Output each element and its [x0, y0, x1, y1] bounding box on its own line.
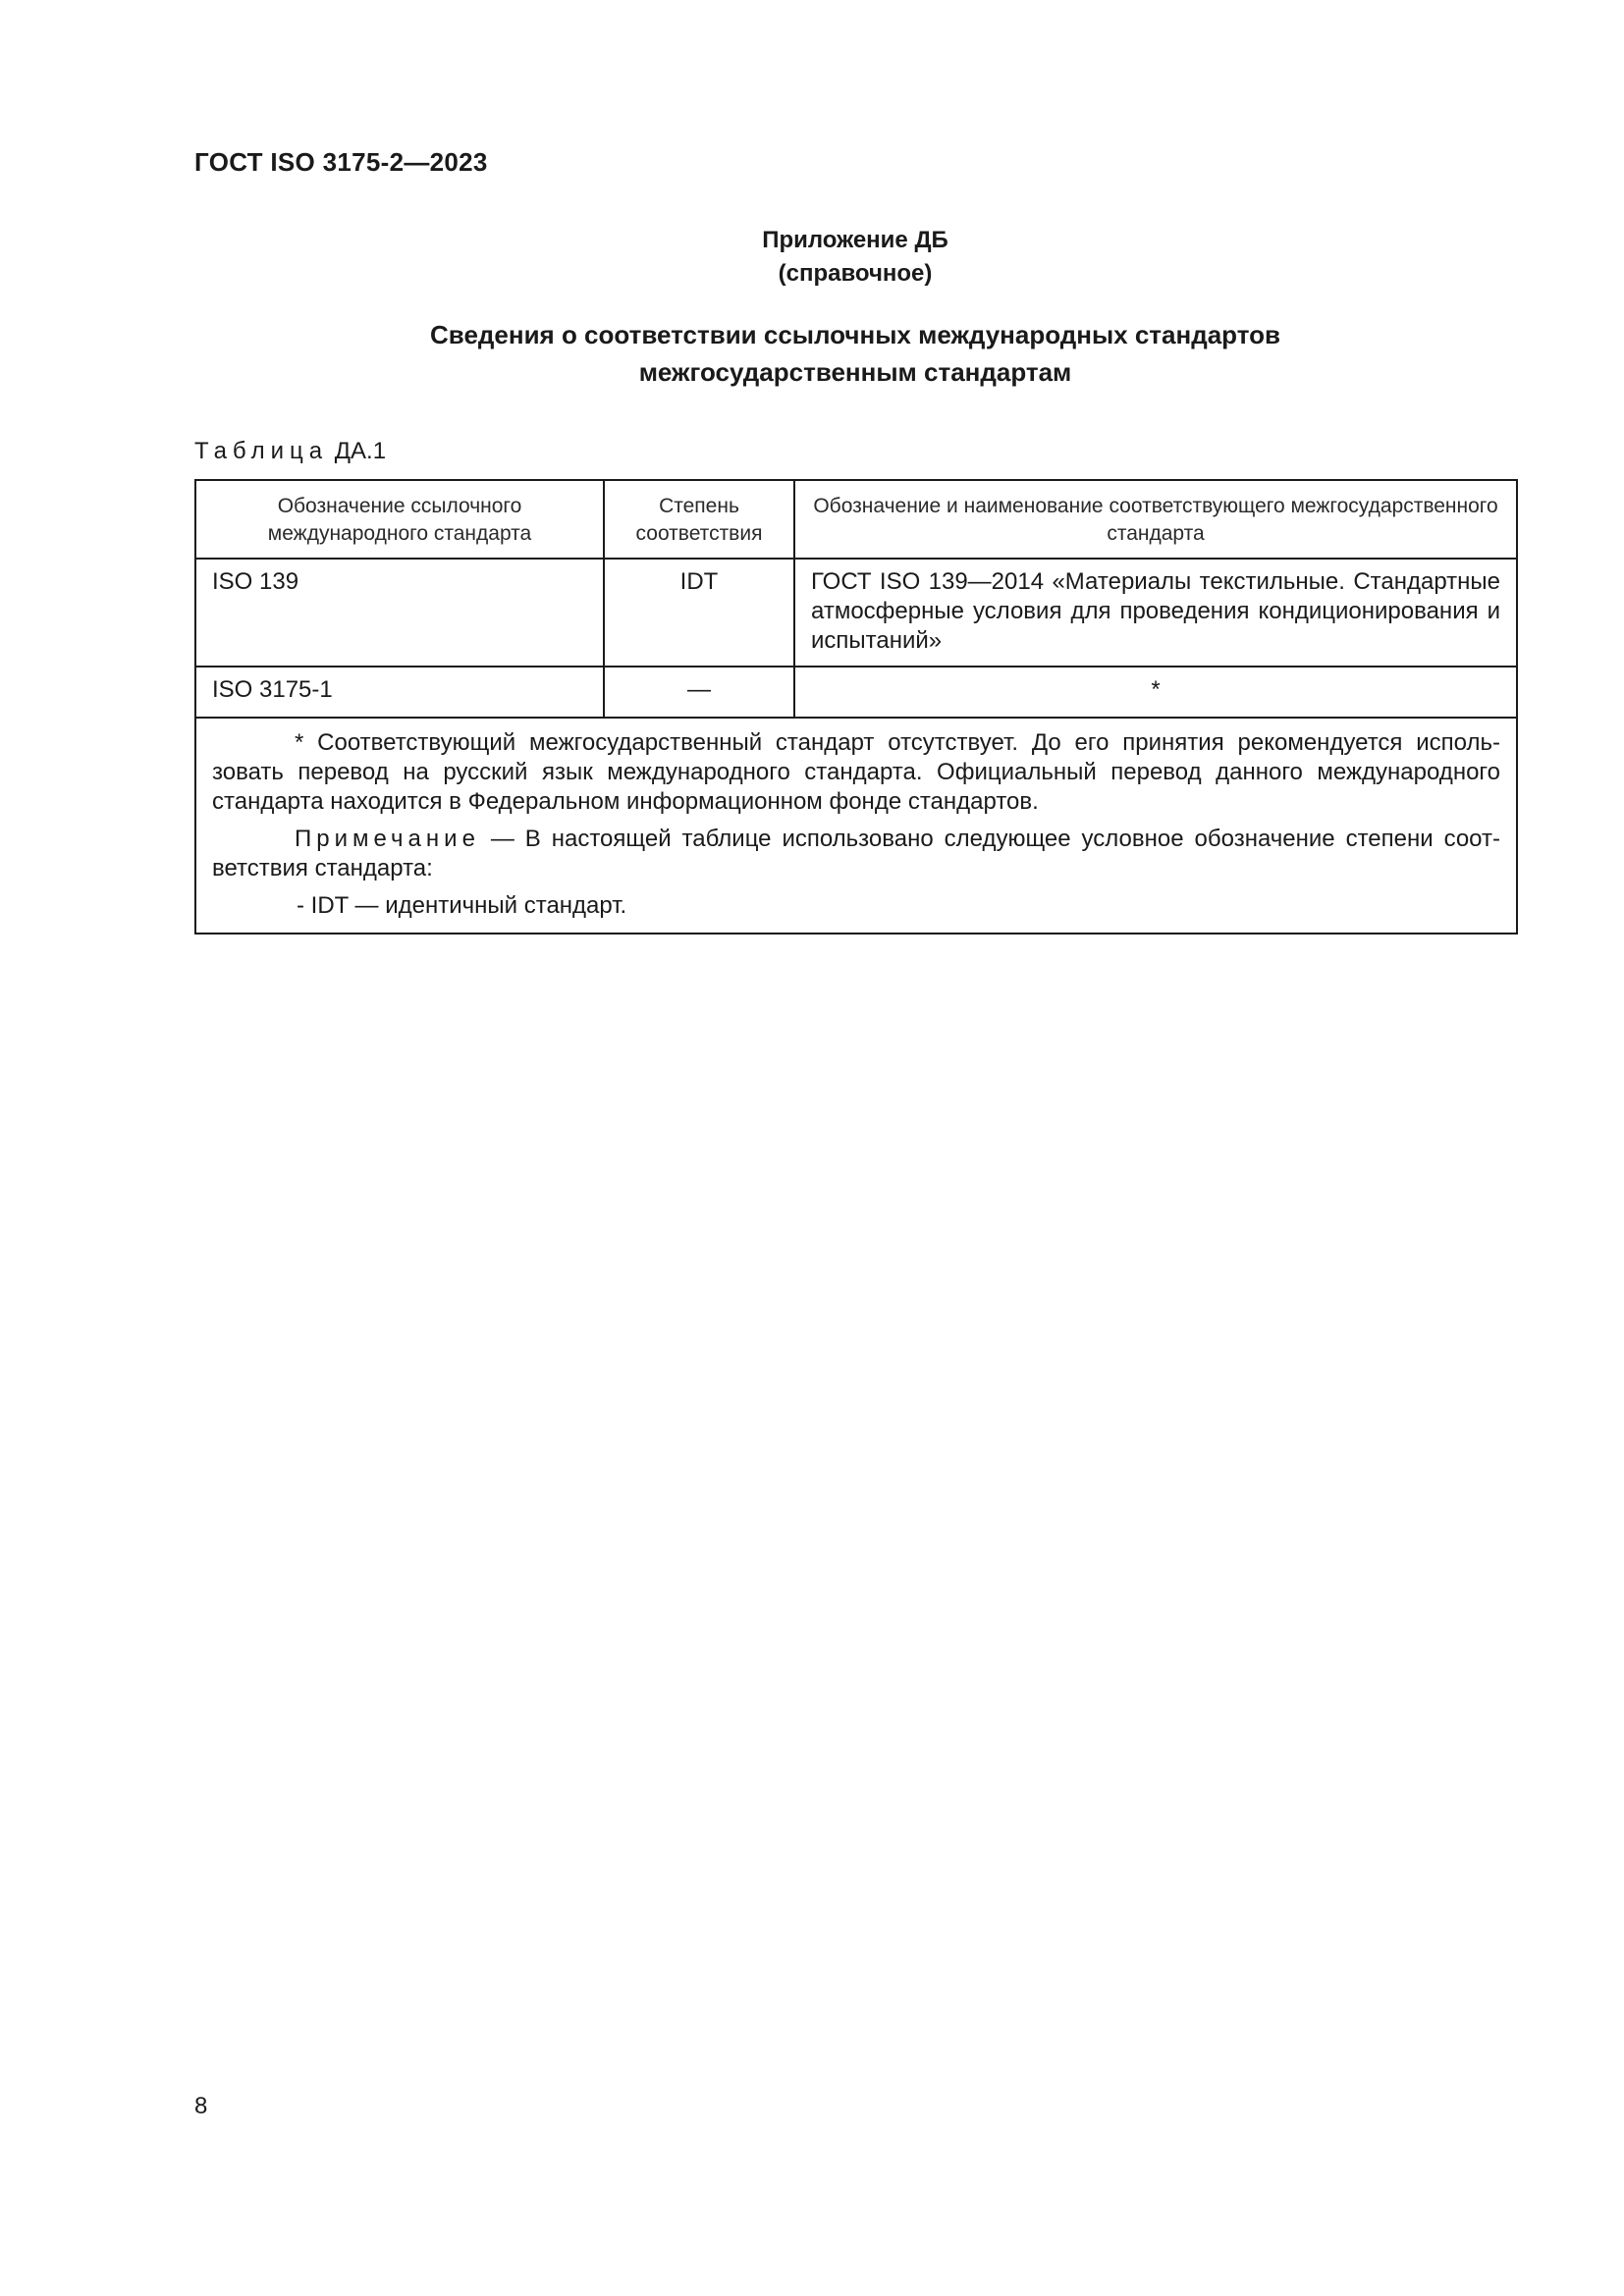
document-code: ГОСТ ISO 3175-2—2023 — [194, 147, 488, 177]
appendix-heading — [194, 224, 1516, 291]
note-text: — В настоящей таблице использовано следующее условное обозначение степени соответствия стандарта: — [212, 826, 1500, 881]
cell-national-standard: * — [794, 667, 1517, 718]
table-notes-cell — [195, 718, 1517, 934]
section-title-line-1: Сведения о соответствии ссылочных международных стандартов — [430, 320, 1280, 349]
page-number: 8 — [194, 2093, 208, 2119]
table-caption-word: Таблица — [194, 438, 329, 464]
appendix-kind: (справочное) — [778, 260, 933, 287]
cell-national-standard: ГОСТ ISO 139—2014 «Материалы текстильные. Стандартные атмосферные условия для проведения кондиционирования и испытаний» — [794, 559, 1517, 667]
correspondence-table-wrapper — [194, 479, 1516, 934]
table-notes-row — [195, 718, 1517, 934]
note-label: Примечание — [295, 826, 480, 852]
correspondence-table — [194, 479, 1518, 934]
cell-degree: IDT — [604, 559, 794, 667]
header-ref-standard: Обозначение ссылочного международного стандарта — [195, 480, 604, 559]
table-footnote: * Соответствующий межгосударственный стандарт отсутствует. До его принятия рекомендуется использовать перевод на русский язык международного стандарта. Официальный перевод данного международного стандарта находится в Федеральном информационном фонде стандартов. — [212, 729, 1500, 815]
table-caption-number: ДА.1 — [334, 438, 387, 464]
cell-ref-standard: ISO 3175-1 — [195, 667, 604, 718]
section-title-line-2: межгосударственным стандартам — [638, 357, 1072, 387]
cell-degree: — — [604, 667, 794, 718]
appendix-title: Приложение ДБ — [762, 227, 948, 253]
cell-ref-standard: ISO 139 — [195, 559, 604, 667]
note-list-item: - IDT — идентичный стандарт. — [297, 892, 627, 919]
table-caption — [194, 438, 386, 465]
table-header-row — [195, 480, 1517, 559]
header-national-standard: Обозначение и наименование соответствующего межгосударственного стандарта — [794, 480, 1517, 559]
section-title — [194, 316, 1516, 391]
table-note — [212, 825, 1500, 883]
table-row — [195, 667, 1517, 718]
header-degree: Степень соответствия — [604, 480, 794, 559]
table-row — [195, 559, 1517, 667]
